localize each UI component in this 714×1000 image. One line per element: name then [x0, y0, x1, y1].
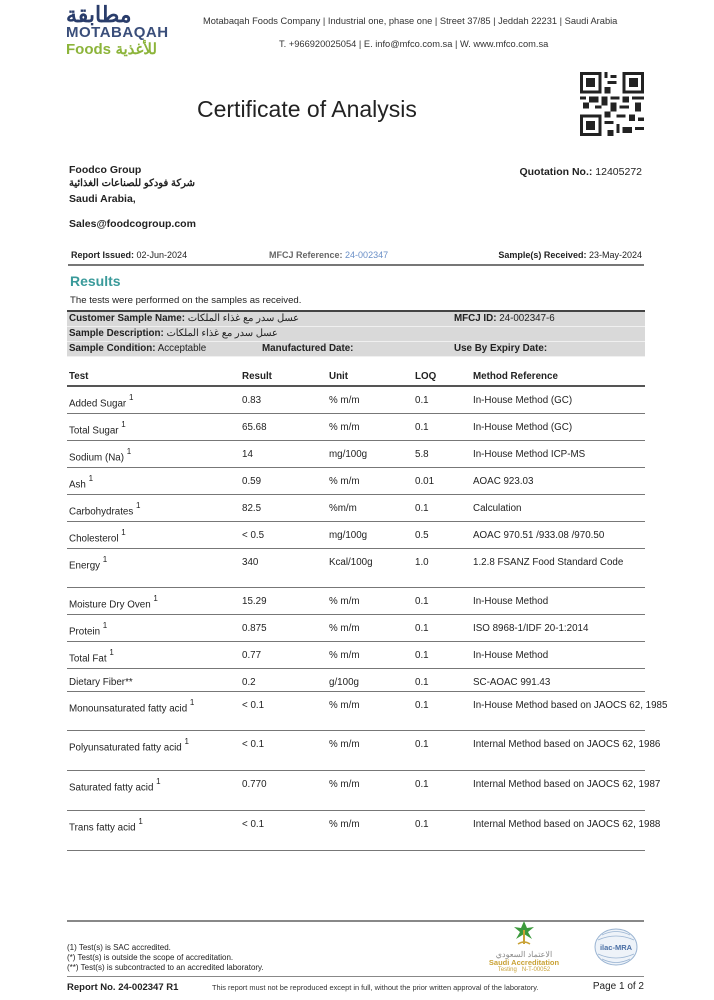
samples-received [498, 250, 642, 260]
test-name [69, 596, 158, 610]
sac-emblem-icon [466, 920, 582, 946]
test-name-text: Sodium (Na) [69, 452, 124, 464]
test-name-text: Protein [69, 626, 101, 638]
test-method [473, 623, 645, 635]
table-row [67, 549, 645, 588]
test-loq [415, 476, 434, 487]
test-method [473, 557, 645, 569]
accreditation-superscript: 1 [88, 474, 94, 483]
test-result-text: < 0.1 [242, 819, 265, 830]
test-result [242, 557, 258, 568]
test-method [473, 503, 645, 515]
company-logo [66, 2, 202, 58]
test-name-text: Saturated fatty acid [69, 782, 154, 794]
table-row [67, 731, 661, 771]
test-unit [329, 739, 359, 750]
test-name-text: Ash [69, 479, 86, 491]
test-unit-text: % m/m [329, 819, 360, 830]
test-name [69, 779, 161, 793]
test-name [69, 650, 114, 664]
test-loq-text: 0.1 [415, 596, 429, 607]
test-method-text: Calculation [473, 503, 522, 514]
table-row [67, 414, 645, 441]
test-loq-text: 5.8 [415, 449, 429, 460]
test-loq [415, 650, 429, 661]
note-sac-accredited: (1) Test(s) is SAC accredited. [67, 943, 171, 952]
table-row [67, 771, 661, 811]
table-row [67, 692, 668, 731]
footer-bottom-divider [67, 976, 644, 977]
samples-received-value: 23-May-2024 [588, 250, 642, 260]
test-loq-text: 1.0 [415, 557, 429, 568]
report-number: Report No. 24-002347 R1 [67, 982, 179, 993]
test-unit-text: Kcal/100g [329, 557, 373, 568]
test-name-text: Monounsaturated fatty acid [69, 703, 188, 715]
report-issued [71, 250, 187, 260]
accreditation-superscript: 1 [138, 817, 143, 826]
test-unit [329, 422, 359, 433]
test-name-text: Moisture Dry Oven [69, 599, 151, 611]
test-name-text: Total Sugar [69, 425, 119, 437]
test-name [69, 395, 133, 409]
accreditation-superscript: 1 [126, 447, 132, 456]
customer-sample-name-label: Customer Sample Name: [69, 313, 185, 324]
test-loq [415, 557, 429, 568]
mfcj-reference-value: 24-002347 [345, 250, 389, 260]
sac-arabic: الاعتماد السعودي [495, 950, 553, 959]
test-method-text: Internal Method based on JAOCS 62, 1987 [473, 779, 661, 790]
test-unit-text: % m/m [329, 422, 360, 433]
test-unit-text: % m/m [329, 650, 360, 661]
test-loq [415, 623, 429, 634]
logo-arabic: مطابقة [66, 2, 132, 27]
samples-received-label: Sample(s) Received: [498, 250, 587, 260]
accreditation-superscript: 1 [102, 555, 108, 564]
test-loq [415, 530, 429, 541]
test-result-text: 15.29 [242, 596, 267, 607]
test-loq [415, 700, 429, 711]
test-unit [329, 503, 357, 514]
test-result [242, 623, 267, 634]
test-unit [329, 623, 359, 634]
test-name-text: Energy [69, 560, 101, 572]
test-name [69, 819, 143, 833]
ilac-text: ilac-MRA [599, 943, 633, 952]
test-name-text: Polyunsaturated fatty acid [69, 742, 182, 754]
test-method-text: In-House Method (GC) [473, 395, 573, 406]
accreditation-superscript: 1 [153, 594, 158, 603]
qr-code-icon [580, 72, 644, 136]
test-unit-text: % m/m [329, 596, 360, 607]
test-loq [415, 596, 429, 607]
test-method [473, 677, 645, 689]
mfcj-id [454, 313, 555, 324]
footer-notes [67, 943, 264, 973]
test-unit-text: % m/m [329, 476, 360, 487]
test-method [473, 530, 645, 542]
test-unit [329, 449, 367, 460]
results-note: The tests were performed on the samples as received. [70, 295, 302, 306]
table-row [67, 615, 645, 642]
sample-info-box [67, 310, 645, 357]
test-unit [329, 530, 367, 541]
mfcj-reference [269, 250, 388, 260]
test-method-text: Internal Method based on JAOCS 62, 1988 [473, 819, 661, 830]
test-loq [415, 503, 429, 514]
sample-row-condition [67, 342, 645, 357]
report-issued-value: 02-Jun-2024 [136, 250, 188, 260]
test-name [69, 530, 126, 544]
results-table [67, 368, 668, 851]
sample-row-name [67, 312, 645, 327]
test-result-text: 0.2 [242, 677, 256, 688]
test-name-text: Cholesterol [69, 533, 119, 545]
column-header-test: Test [69, 371, 89, 382]
test-loq [415, 677, 429, 688]
test-unit-text: % m/m [329, 779, 360, 790]
test-method [473, 395, 645, 407]
test-unit-text: % m/m [329, 700, 360, 711]
test-name [69, 476, 93, 490]
test-result-text: < 0.1 [242, 739, 265, 750]
test-name [69, 503, 140, 517]
test-name-text: Dietary Fiber** [69, 677, 133, 688]
report-issued-label: Report Issued: [71, 250, 135, 260]
table-body [67, 387, 668, 851]
test-result-text: 14 [242, 449, 253, 460]
test-method [473, 422, 645, 434]
test-result [242, 476, 261, 487]
mfcj-id-value: 24-002347-6 [499, 313, 555, 324]
test-loq-text: 0.1 [415, 779, 429, 790]
client-email[interactable]: Sales@foodcogroup.com [69, 218, 196, 230]
test-method [473, 596, 645, 608]
test-loq-text: 0.1 [415, 503, 429, 514]
test-method-text: In-House Method (GC) [473, 422, 573, 433]
test-method-text: In-House Method [473, 596, 549, 607]
sample-row-description [67, 327, 645, 342]
test-method-text: ISO 8968-1/IDF 20-1:2014 [473, 623, 589, 634]
test-loq [415, 395, 429, 406]
test-unit-text: %m/m [329, 503, 357, 514]
test-unit-text: % m/m [329, 395, 360, 406]
column-header-unit: Unit [329, 371, 349, 382]
table-row [67, 387, 645, 414]
table-row [67, 588, 645, 615]
test-loq-text: 0.01 [415, 476, 435, 487]
test-loq-text: 0.1 [415, 623, 429, 634]
test-result [242, 779, 267, 790]
column-header-result: Result [242, 371, 272, 382]
accreditation-superscript: 1 [102, 621, 108, 630]
test-result-text: 0.770 [242, 779, 267, 790]
sample-condition-value: Acceptable [157, 343, 207, 354]
accreditation-superscript: 1 [109, 648, 114, 657]
sac-code: Testing N-T-00052 [497, 967, 551, 973]
client-name: Foodco Group [69, 164, 142, 176]
note-outside-scope: (*) Test(s) is outside the scope of accreditation. [67, 953, 234, 962]
results-heading: Results [70, 273, 121, 289]
test-method-text: In-House Method based on JAOCS 62, 1985 [473, 700, 668, 711]
test-unit [329, 700, 359, 711]
quotation-label: Quotation No.: [519, 166, 593, 178]
accreditation-superscript: 1 [156, 777, 161, 786]
note-subcontracted: (**) Test(s) is subcontracted to an accredited laboratory. [67, 963, 264, 972]
test-result-text: < 0.1 [242, 700, 265, 711]
test-unit [329, 596, 359, 607]
sample-condition-label: Sample Condition: [69, 343, 156, 354]
test-name-text: Added Sugar [69, 398, 127, 410]
logo-foods: Foods [66, 41, 111, 58]
test-name [69, 700, 194, 714]
test-result [242, 650, 261, 661]
client-name-arabic: شركة فودكو للصناعات الغذائية [69, 178, 196, 189]
reproduction-disclaimer: This report must not be reproduced except in full, without the prior written approval of the laboratory. [212, 983, 539, 992]
test-result [242, 700, 264, 711]
test-loq [415, 449, 429, 460]
test-result [242, 677, 256, 688]
test-result-text: 340 [242, 557, 259, 568]
page-number: Page 1 of 2 [592, 981, 644, 992]
test-loq-text: 0.1 [415, 739, 429, 750]
table-row [67, 811, 661, 851]
test-method-text: AOAC 970.51 /933.08 /970.50 [473, 530, 605, 541]
test-method [473, 700, 668, 712]
table-row [67, 441, 645, 468]
expiry-date-label: Use By Expiry Date: [454, 343, 548, 354]
sample-description-label: Sample Description: [69, 328, 164, 339]
test-method [473, 739, 661, 751]
sample-description [69, 328, 278, 339]
quotation-number [519, 166, 642, 178]
test-result-text: 0.59 [242, 476, 262, 487]
test-result-text: 82.5 [242, 503, 262, 514]
test-loq [415, 819, 429, 830]
test-method-text: Internal Method based on JAOCS 62, 1986 [473, 739, 661, 750]
accreditation-superscript: 1 [189, 698, 195, 707]
test-unit [329, 650, 359, 661]
mfcj-id-label: MFCJ ID: [454, 313, 497, 324]
test-method-text: 1.2.8 FSANZ Food Standard Code [473, 557, 624, 568]
test-method-text: SC-AOAC 991.43 [473, 677, 551, 688]
test-method-text: AOAC 923.03 [473, 476, 534, 487]
test-name [69, 739, 189, 753]
logo-english: MOTABAQAH [66, 24, 169, 41]
table-row [67, 495, 645, 522]
mfcj-reference-label: MFCJ Reference: [269, 250, 343, 260]
test-method-text: In-House Method [473, 650, 549, 661]
test-unit-text: % m/m [329, 739, 360, 750]
test-result-text: 0.77 [242, 650, 262, 661]
column-header-loq: LOQ [415, 371, 437, 382]
manufactured-date [262, 343, 353, 354]
test-unit-text: g/100g [329, 677, 359, 688]
saudi-accreditation-logo [466, 920, 582, 973]
test-unit-text: mg/100g [329, 449, 368, 460]
test-name [69, 449, 131, 463]
test-name [69, 677, 133, 688]
test-result-text: 65.68 [242, 422, 267, 433]
table-row [67, 522, 645, 549]
table-row [67, 642, 645, 669]
test-loq-text: 0.1 [415, 395, 429, 406]
test-loq [415, 739, 429, 750]
test-unit [329, 819, 359, 830]
sac-english: Saudi Accreditation [488, 958, 560, 967]
test-unit-text: % m/m [329, 623, 360, 634]
logo-foods-arabic: للأغذية [115, 41, 157, 58]
test-loq-text: 0.1 [415, 650, 429, 661]
test-method [473, 476, 645, 488]
manufactured-date-label: Manufactured Date: [262, 343, 354, 354]
customer-sample-name-value: عسل سدر مع غذاء الملكات [187, 313, 299, 324]
test-result [242, 819, 264, 830]
test-result [242, 596, 267, 607]
test-name-text: Total Fat [69, 653, 107, 665]
test-loq-text: 0.1 [415, 677, 429, 688]
test-result [242, 503, 261, 514]
quotation-value: 12405272 [595, 166, 642, 178]
test-loq [415, 422, 429, 433]
test-unit [329, 476, 359, 487]
test-method [473, 779, 661, 791]
column-header-method: Method Reference [473, 371, 558, 382]
test-name [69, 623, 107, 637]
test-unit-text: mg/100g [329, 530, 368, 541]
test-loq-text: 0.1 [415, 819, 429, 830]
company-contact: T. +966920025054 | E. info@mfco.com.sa | W. www.mfco.com.sa [279, 39, 549, 49]
test-loq-text: 0.5 [415, 530, 429, 541]
test-result [242, 530, 264, 541]
client-country: Saudi Arabia, [69, 193, 136, 205]
customer-sample-name [69, 313, 299, 324]
test-unit [329, 779, 359, 790]
test-unit [329, 557, 373, 568]
test-result-text: 0.875 [242, 623, 267, 634]
report-info-row [68, 246, 644, 266]
test-unit [329, 677, 359, 688]
test-result [242, 422, 267, 433]
logo-foods-line [66, 41, 202, 59]
test-result-text: < 0.5 [242, 530, 265, 541]
accreditation-superscript: 1 [121, 420, 126, 429]
test-name [69, 557, 107, 571]
test-result [242, 449, 253, 460]
table-row [67, 669, 645, 692]
test-method [473, 449, 645, 461]
test-method [473, 650, 645, 662]
test-loq-text: 0.1 [415, 700, 429, 711]
test-name [69, 422, 126, 436]
table-header [67, 368, 645, 387]
accreditation-superscript: 1 [136, 501, 141, 510]
document-title: Certificate of Analysis [197, 96, 417, 122]
test-loq [415, 779, 429, 790]
test-unit [329, 395, 359, 406]
table-row [67, 468, 645, 495]
test-result [242, 395, 261, 406]
ilac-mra-logo-icon [594, 928, 638, 966]
test-name-text: Trans fatty acid [69, 822, 136, 834]
test-loq-text: 0.1 [415, 422, 429, 433]
test-method-text: In-House Method ICP-MS [473, 449, 586, 460]
test-name-text: Carbohydrates [69, 506, 134, 518]
sample-description-value: عسل سدر مع غذاء الملكات [166, 328, 278, 339]
expiry-date [454, 343, 547, 354]
accreditation-superscript: 1 [121, 528, 126, 537]
test-method [473, 819, 661, 831]
accreditation-superscript: 1 [184, 737, 189, 746]
accreditation-superscript: 1 [128, 393, 134, 402]
test-result [242, 739, 264, 750]
test-result-text: 0.83 [242, 395, 262, 406]
company-address: Motabaqah Foods Company | Industrial one, phase one | Street 37/85 | Jeddah 22231 | Saudi Arabia [203, 16, 618, 26]
sample-condition [69, 343, 206, 354]
